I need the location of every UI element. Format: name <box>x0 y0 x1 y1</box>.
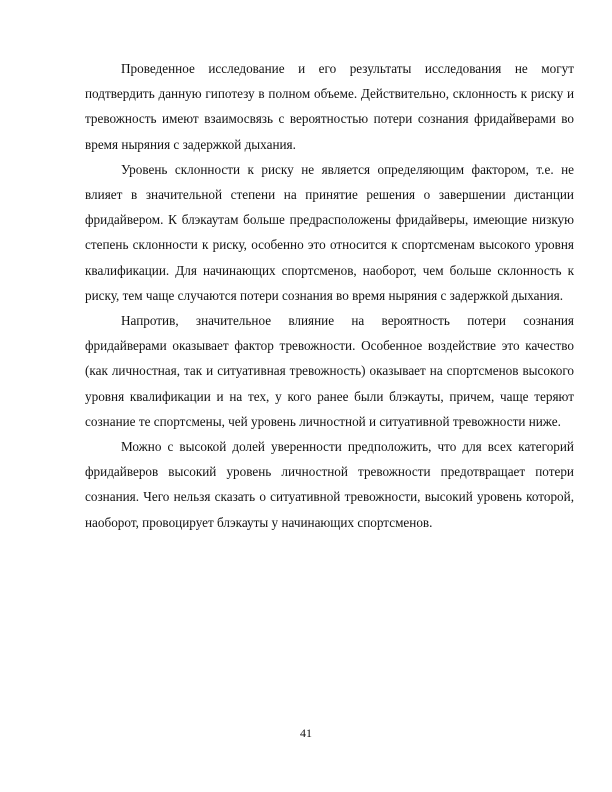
page-number: 41 <box>300 726 312 740</box>
paragraph-4: Можно с высокой долей уверенности предположить, что для всех категорий фридайверов высокий уровень личностной тревожности предотвращает потери сознания. Чего нельзя сказать о ситуативной тревожности, высокий уровень которой, наоборот, провоцирует блэкауты у начинающих спортсменов. <box>85 439 574 530</box>
paragraph-2: Уровень склонности к риску не является определяющим фактором, т.е. не влияет в значительной степени на принятие решения о завершении дистанции фридайвером. К блэкаутам больше предрасположены фридайверы, имеющие низкую степень склонности к риску, особенно это относится к спортсменам высокого уровня квалификации. Для начинающих спортсменов, наоборот, чем больше склонность к риску, тем чаще случаются потери сознания во время ныряния с задержкой дыхания. <box>85 161 574 303</box>
paragraph-1: Проведенное исследование и его результаты исследования не могут подтвердить данную гипотезу в полном объеме. Действительно, склонность к риску и тревожность имеют взаимосвязь с вероятностью потери сознания фридайверами во время ныряния с задержкой дыхания. <box>85 61 574 152</box>
body-text <box>85 56 574 535</box>
paragraph-3: Напротив, значительное влияние на вероятность потери сознания фридайверами оказывает фактор тревожности. Особенное воздействие это качество (как личностная, так и ситуативная тревожность) оказывает на спортсменов высокого уровня квалификации и на тех, у кого ранее были блэкауты, причем, чаще теряют сознание те спортсмены, чей уровень личностной и ситуативной тревожности ниже. <box>85 313 574 429</box>
